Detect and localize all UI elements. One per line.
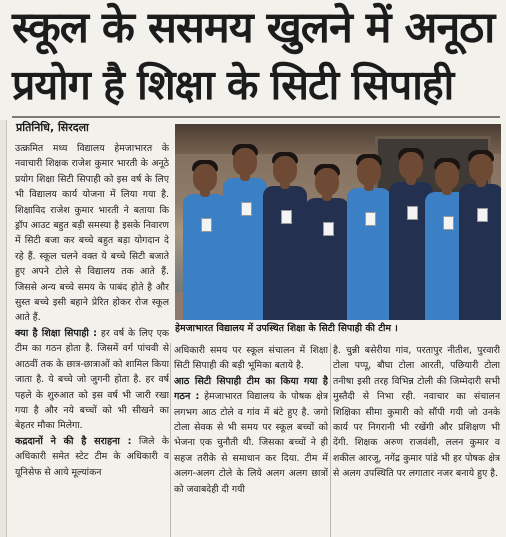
subheading: कद्रदानों ने की है सराहना : <box>15 435 132 447</box>
whistle-hand <box>280 180 290 189</box>
paragraph-text: जिले के अधिकारी समेत स्टेट टीम के अधिकारी व यूनिसेफ से आये मूल्यांकन <box>15 435 169 478</box>
paragraph: उत्क्रमित मध्य विद्यालय हेमजाभारत के नवाचारी शिक्षक राजेश कुमार भारती के अनूठे प्रयोग शिक्षा सिटी सिपाही को इस वर्ष के लिए भी विद्यालय कार्य योजना में लिया गया है. शिक्षाविद राजेश कुमार भारती ने बताया कि ड्रॉप आउट बहुत बड़ी समस्या है इसके निवारण में सिटी बजा कर बच्चे बहुत बड़ा योगदान दे रहे हैं. स्कूल चलने वक्त ये बच्चे सिटी बजाते हुए अपने टोले से विद्यालय तक आते हैं. जिससे अन्य बच्चे समय के पाबंद होते है और सुस्त बच्चे इसी बहाने प्रेरित होकर रोज स्कूल आते हैं. <box>15 143 169 324</box>
student-figure <box>223 144 267 320</box>
id-card <box>323 222 334 236</box>
news-photo <box>175 124 501 320</box>
student-figure <box>459 150 501 320</box>
student-uniform <box>183 194 227 320</box>
column-separator <box>330 343 331 537</box>
headline-line-1: स्कूल के ससमय खुलने में अनूठा <box>12 3 495 53</box>
paragraph-text: हर वर्ष के लिए एक टीम का गठन होता है. जिसमें वर्ग पांचवी से आठवीं तक के छात्र-छात्राओं को शामिल किया जाता है. ये बच्चे जो जुगनी होता है. हर वर्ष पहले के शुरुआत को इस वर्ष भी जारी रखा गया है और नये बच्चों को भी सीखने का बेहतर मौका मिलेगा. <box>15 327 169 432</box>
column-separator <box>170 343 171 537</box>
whistle-hand <box>476 178 486 187</box>
whistle-hand <box>364 182 374 191</box>
id-card <box>241 202 252 216</box>
whistle-hand <box>442 186 452 195</box>
id-card <box>443 216 454 230</box>
whistle-hand <box>240 172 250 181</box>
id-card <box>365 212 376 226</box>
paragraph <box>15 434 169 480</box>
whistle-hand <box>406 176 416 185</box>
id-card <box>201 218 212 232</box>
student-uniform <box>459 184 501 320</box>
student-uniform <box>305 198 349 320</box>
student-uniform <box>263 186 307 320</box>
id-card <box>281 210 292 224</box>
paragraph <box>15 326 169 434</box>
student-figure <box>305 164 349 320</box>
article-column-1 <box>15 141 169 537</box>
article-column-3 <box>333 343 500 537</box>
photo-caption: हेमजाभारत विद्यालय में उपस्थित शिक्षा के सिटी सिपाही की टीम । <box>175 323 398 334</box>
id-card <box>477 208 488 222</box>
headline-divider <box>12 116 500 118</box>
student-uniform <box>223 178 267 320</box>
page-gutter <box>0 120 7 537</box>
subheading: क्या है शिक्षा सिपाही : <box>15 327 98 339</box>
paragraph: है. चुन्नी बसेरीया गांव, परतापुर नीतीश, पुरवारी टोला पप्पू, बौघा टोला आरती, पछियारी टोला तनीषा इसी तरह विभिन्न टोली की जिम्मेदारी सभी मुस्तैदी से निभा रही. नवाचार का संचालन शिक्षिका सीमा कुमारी को सौंपी गयी जो उनके कार्य पर निगरानी भी रखेंगी और प्रशिक्षण भी देंगी. शिक्षक अरुण राजवंशी, ललन कुमार व शकील आरजू, नगेंद्र कुमार पांडे भी हर पोषक क्षेत्र से अलग उपस्थिति पर लगातार नजर बनाये हुए है. <box>333 345 500 480</box>
subheading: आठ सिटी सिपाही टीम का किया गया है गठन : <box>174 375 328 403</box>
paragraph: अधिकारी समय पर स्कूल संचालन में शिक्षा सिटी सिपाही की बड़ी भूमिका बताये है. <box>174 345 328 372</box>
byline: प्रतिनिधि, सिरदला <box>16 121 89 134</box>
paragraph <box>174 374 328 497</box>
whistle-hand <box>322 192 332 201</box>
student-figure <box>183 160 227 320</box>
headline-line-2: प्रयोग है शिक्षा के सिटी सिपाही <box>12 61 454 109</box>
student-figure <box>263 152 307 320</box>
student-figure <box>347 154 391 320</box>
whistle-hand <box>200 188 210 197</box>
student-uniform <box>347 188 391 320</box>
article-column-2 <box>174 343 328 537</box>
paragraph-text: हेमजाभारत विद्यालय के पोषक क्षेत्र लगभग आठ टोले व गांव में बंटे हुए है. जगो टोला सेवक से भी समय पर स्कूल बच्चों को भेजना एक चुनौती थी. जिसका बच्चों ने ही सहज तरीके से समाधान कर दिया. टीम में अलग-अलग टोले के लिये अलग अलग छात्रों को जवाबदेही दी गयी <box>174 391 328 495</box>
id-card <box>407 206 418 220</box>
